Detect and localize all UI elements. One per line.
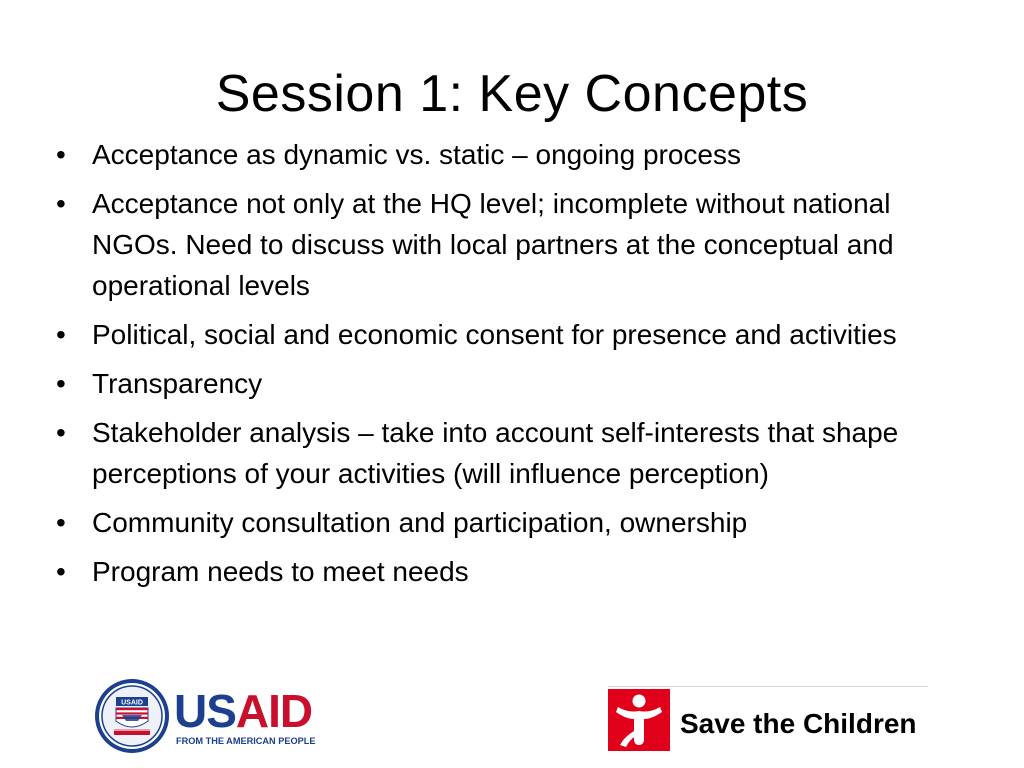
bullet-item xyxy=(56,551,976,592)
usaid-seal-icon xyxy=(95,679,169,753)
bullet-item xyxy=(56,314,976,355)
bullet-text: Acceptance as dynamic vs. static – ongoing process xyxy=(92,139,742,170)
slide-title: Session 1: Key Concepts xyxy=(215,65,809,123)
bullet-item xyxy=(56,363,976,404)
bullet-text: Transparency xyxy=(92,368,263,399)
usaid-tagline: FROM THE AMERICAN PEOPLE xyxy=(176,736,316,746)
bullet-item xyxy=(56,134,976,175)
bullet-dot: • xyxy=(56,139,66,170)
bullet-item xyxy=(56,412,976,494)
usaid-logo xyxy=(94,677,344,755)
bullet-dot: • xyxy=(56,319,66,350)
bullet-item xyxy=(56,502,976,543)
logo-bar xyxy=(0,672,1024,762)
save-the-children-emblem-icon xyxy=(608,689,670,751)
bullet-text: Stakeholder analysis – take into account self-interests that shape perceptions of your activities (will influence perception) xyxy=(92,417,899,489)
bullet-dot: • xyxy=(56,417,66,448)
usaid-seal-text: USAID xyxy=(121,699,143,707)
bullet-text: Community consultation and participation, ownership xyxy=(92,507,748,538)
bullet-dot: • xyxy=(56,368,66,399)
bullet-list xyxy=(56,134,976,600)
bullet-dot: • xyxy=(56,188,66,219)
save-the-children-wordmark: Save the Children xyxy=(680,708,917,739)
bullet-text: Acceptance not only at the HQ level; incomplete without national NGOs. Need to discuss with local partners at the conceptual and operational levels xyxy=(92,188,894,301)
save-the-children-logo xyxy=(608,686,928,751)
bullet-dot: • xyxy=(56,556,66,587)
bullet-text: Political, social and economic consent for presence and activities xyxy=(92,319,897,350)
bullet-item xyxy=(56,183,976,306)
bullet-dot: • xyxy=(56,507,66,538)
usaid-wordmark: USAID xyxy=(174,685,313,737)
bullet-text: Program needs to meet needs xyxy=(92,556,469,587)
